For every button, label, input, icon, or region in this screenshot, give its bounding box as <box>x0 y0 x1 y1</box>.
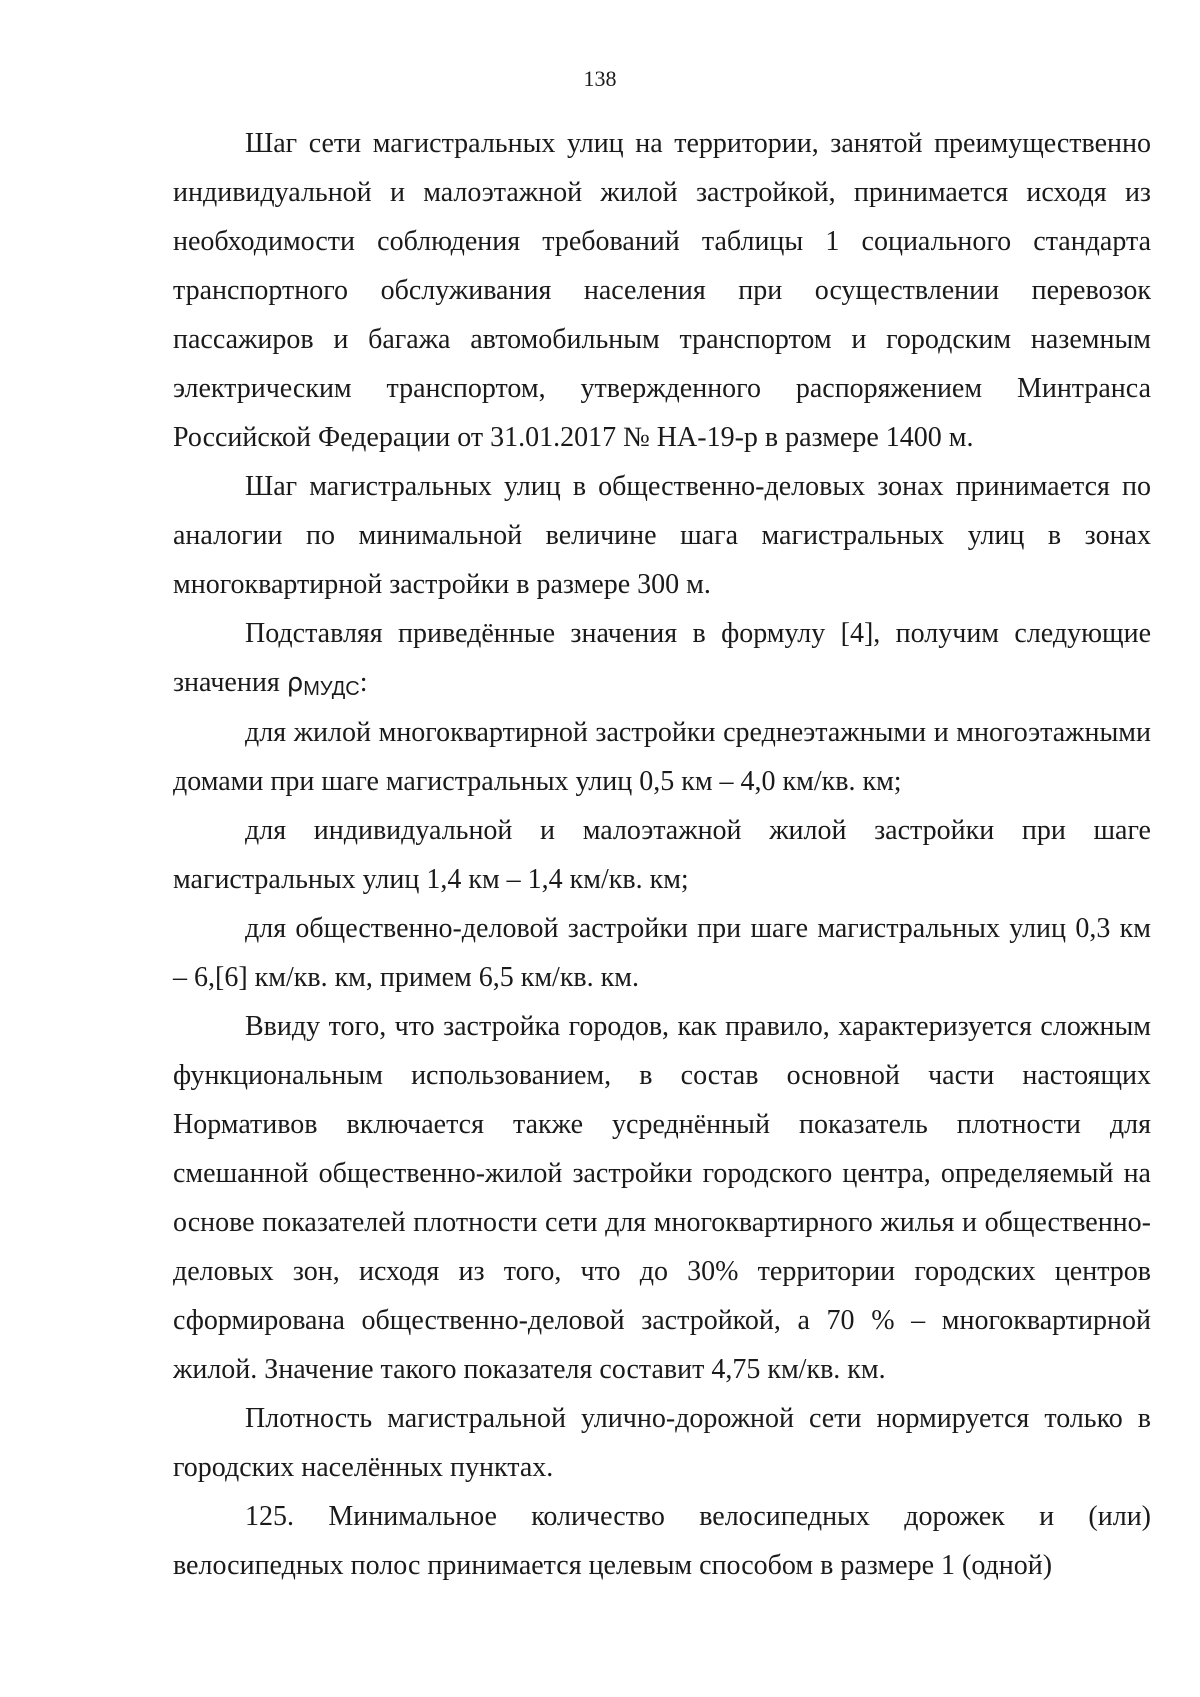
rho-subscript: МУДС <box>303 678 360 700</box>
paragraph-main-street-step-business: Шаг магистральных улиц в общественно-деловых зонах принимается по аналогии по минимальной величине шага магистральных улиц в зонах многоквартирной застройки в размере 300 м. <box>173 471 1151 600</box>
paragraph-main-street-step-residential: Шаг сети магистральных улиц на территории, занятой преимущественно индивидуальной и малоэтажной жилой застройкой, принимается исходя из необходимости соблюдения требований таблицы 1 социального стандарта транспортного обслуживания населения при осуществлении перевозок пассажиров и багажа автомобильным транспортом и городским наземным электрическим транспортом, утвержденного распоряжением Минтранса Российской Федерации от 31.01.2017 № НА-19-р в размере 1400 м. <box>173 128 1151 453</box>
list-item-individual-lowrise: для индивидуальной и малоэтажной жилой застройки при шаге магистральных улиц 1,4 км – 1,4 км/кв. км; <box>173 815 1151 895</box>
paragraph-item-125: 125. Минимальное количество велосипедных дорожек и (или) велосипедных полос принимается целевым способом в размере 1 (одной) <box>173 1501 1151 1581</box>
list-item-multistorey: для жилой многоквартирной застройки среднеэтажными и многоэтажными домами при шаге магистральных улиц 0,5 км – 4,0 км/кв. км; <box>173 717 1151 797</box>
page-number: 138 <box>583 66 617 91</box>
rho-symbol: ρ <box>286 668 304 698</box>
formula-intro-colon: : <box>359 667 368 698</box>
document-body <box>173 119 1151 1590</box>
list-item-business: для общественно-деловой застройки при шаге магистральных улиц 0,3 км – 6,[6] км/кв. км, примем 6,5 км/кв. км. <box>173 913 1151 993</box>
paragraph-mixed-center-density: Ввиду того, что застройка городов, как правило, характеризуется сложным функциональным использованием, в состав основной части настоящих Нормативов включается также усреднённый показатель плотности для смешанной общественно-жилой застройки городского центра, определяемый на основе показателей плотности сети для многоквартирного жилья и общественно-деловых зон, исходя из того, что до 30% территории городских центров сформирована общественно-деловой застройкой, а 70 % – многоквартирной жилой. Значение такого показателя составит 4,75 км/кв. км. <box>173 1011 1151 1385</box>
paragraph-formula-intro <box>173 609 1151 708</box>
formula-intro-text: Подставляя приведённые значения в формулу [4], получим следующие значения <box>173 618 1151 698</box>
paragraph-urban-only: Плотность магистральной улично-дорожной сети нормируется только в городских населённых пунктах. <box>173 1403 1151 1483</box>
